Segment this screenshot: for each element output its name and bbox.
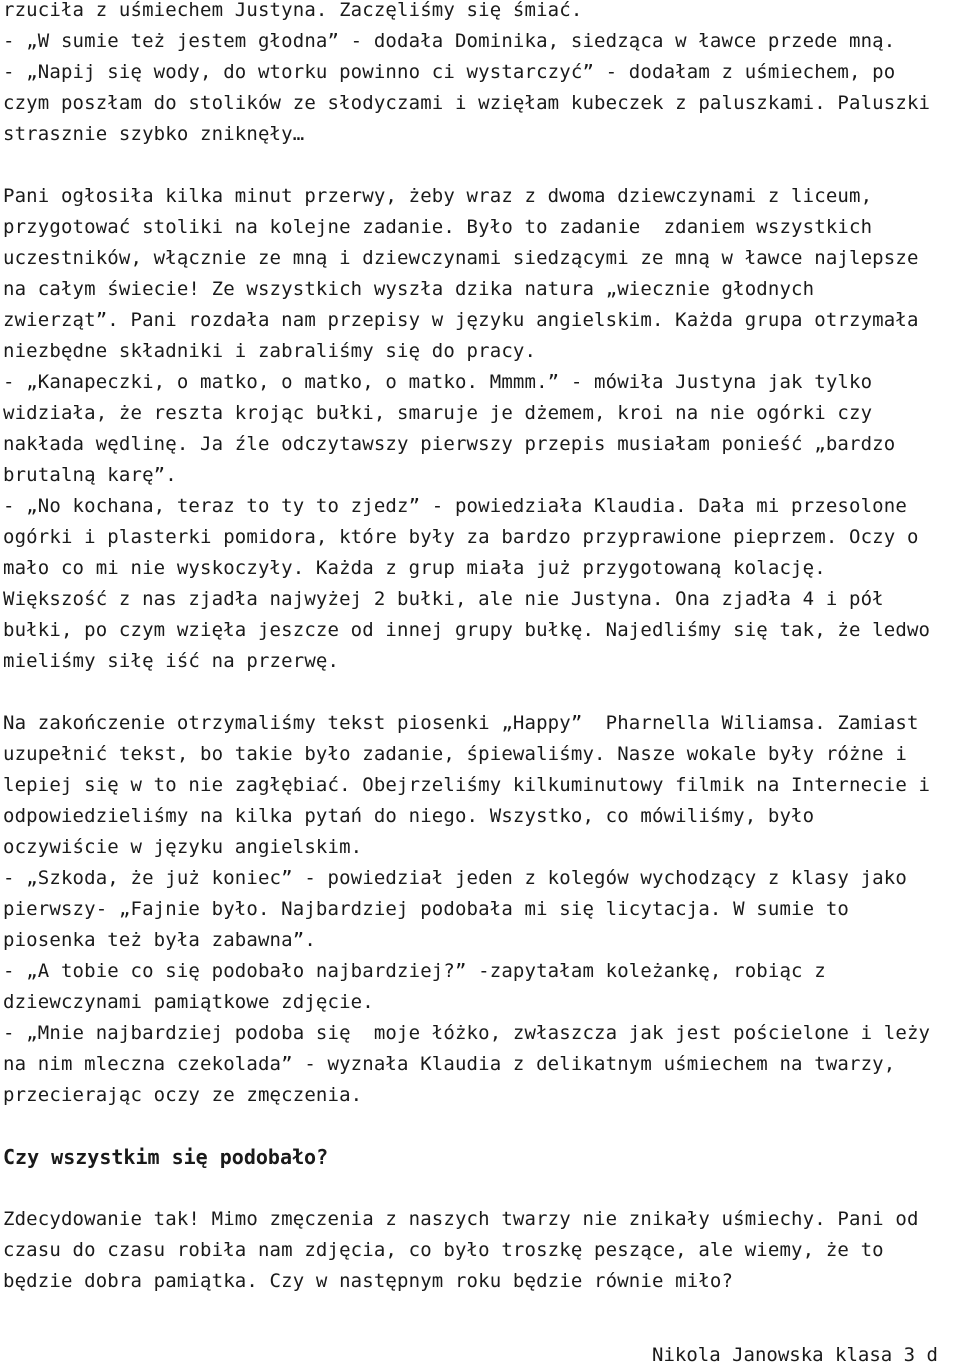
paragraph-block-3 xyxy=(3,708,960,1111)
paragraph-block-2 xyxy=(3,181,960,677)
text-line: uczestników, włącznie ze mną i dziewczynami siedzącymi ze mną w ławce najlepsze xyxy=(3,247,919,269)
text-line: lepiej się w to nie zagłębiać. Obejrzeliśmy kilkuminutowy filmik na Internecie i xyxy=(3,774,931,796)
text-line: przygotować stoliki na kolejne zadanie. Było to zadanie zdaniem wszystkich xyxy=(3,216,873,238)
text-line: - „Szkoda, że już koniec” - powiedział jeden z kolegów wychodzący z klasy jako xyxy=(3,867,907,889)
paragraph-block-4 xyxy=(3,1204,960,1297)
text-line: - „A tobie co się podobało najbardziej?” -zapytałam koleżankę, robiąc z xyxy=(3,960,826,982)
text-line: widziała, że reszta krojąc bułki, smaruje je dżemem, kroi na nie ogórki czy xyxy=(3,402,873,424)
paragraph-spacer xyxy=(3,1173,960,1204)
text-line: na całym świecie! Ze wszystkich wyszła dzika natura „wiecznie głodnych xyxy=(3,278,815,300)
text-line: oczywiście w języku angielskim. xyxy=(3,836,363,858)
text-line: mieliśmy siłę iść na przerwę. xyxy=(3,650,340,672)
text-line: Na zakończenie otrzymaliśmy tekst piosenki „Happy” Pharnella Wiliamsa. Zamiast xyxy=(3,712,919,734)
text-line: piosenka też była zabawna”. xyxy=(3,929,316,951)
text-line: zwierząt”. Pani rozdała nam przepisy w języku angielskim. Każda grupa otrzymała xyxy=(3,309,919,331)
text-line: czasu do czasu robiła nam zdjęcia, co było troszkę peszące, ale wiemy, że to xyxy=(3,1239,884,1261)
text-line: będzie dobra pamiątka. Czy w następnym roku będzie równie miło? xyxy=(3,1270,734,1292)
text-line: Pani ogłosiła kilka minut przerwy, żeby wraz z dwoma dziewczynami z liceum, xyxy=(3,185,873,207)
text-line: - „W sumie też jestem głodna” - dodała Dominika, siedząca w ławce przede mną. xyxy=(3,30,896,52)
text-line: czym poszłam do stolików ze słodyczami i wzięłam kubeczek z paluszkami. Paluszki xyxy=(3,92,931,114)
text-line: Większość z nas zjadła najwyżej 2 bułki, ale nie Justyna. Ona zjadła 4 i pół xyxy=(3,588,884,610)
text-line: - „No kochana, teraz to ty to zjedz” - powiedziała Klaudia. Dała mi przesolone xyxy=(3,495,907,517)
paragraph-spacer xyxy=(3,150,960,181)
text-line: pierwszy- „Fajnie było. Najbardziej podobała mi się licytacja. W sumie to xyxy=(3,898,849,920)
text-line: ogórki i plasterki pomidora, które były za bardzo przyprawione pieprzem. Oczy o xyxy=(3,526,919,548)
author-signature: Nikola Janowska klasa 3 d xyxy=(652,1344,938,1366)
text-line: na nim mleczna czekolada” - wyznała Klaudia z delikatnym uśmiechem na twarzy, xyxy=(3,1053,896,1075)
text-line: niezbędne składniki i zabraliśmy się do pracy. xyxy=(3,340,537,362)
document-page xyxy=(3,0,960,1297)
text-line: - „Napij się wody, do wtorku powinno ci wystarczyć” - dodałam z uśmiechem, po xyxy=(3,61,896,83)
text-line: uzupełnić tekst, bo takie było zadanie, śpiewaliśmy. Nasze wokale były różne i xyxy=(3,743,907,765)
text-line: bułki, po czym wzięła jeszcze od innej grupy bułkę. Najedliśmy się tak, że ledwo xyxy=(3,619,931,641)
text-line: dziewczynami pamiątkowe zdjęcie. xyxy=(3,991,374,1013)
text-line: rzuciła z uśmiechem Justyna. Zaczęliśmy się śmiać. xyxy=(3,0,583,21)
text-line: mało co mi nie wyskoczyły. Każda z grup miała już przygotowaną kolację. xyxy=(3,557,826,579)
text-line: brutalną karę”. xyxy=(3,464,177,486)
text-line: - „Mnie najbardziej podoba się moje łóżko, zwłaszcza jak jest pościelone i leży xyxy=(3,1022,931,1044)
text-line: - „Kanapeczki, o matko, o matko, o matko. Mmmm.” - mówiła Justyna jak tylko xyxy=(3,371,873,393)
paragraph-spacer xyxy=(3,1111,960,1142)
paragraph-block-1 xyxy=(3,0,960,150)
text-line: przecierając oczy ze zmęczenia. xyxy=(3,1084,363,1106)
text-line: odpowiedzieliśmy na kilka pytań do niego. Wszystko, co mówiliśmy, było xyxy=(3,805,815,827)
text-line: nakłada wędlinę. Ja źle odczytawszy pierwszy przepis musiałam ponieść „bardzo xyxy=(3,433,896,455)
text-line: strasznie szybko zniknęły… xyxy=(3,123,305,145)
paragraph-spacer xyxy=(3,677,960,708)
text-line: Zdecydowanie tak! Mimo zmęczenia z naszych twarzy nie znikały uśmiechy. Pani od xyxy=(3,1208,919,1230)
section-heading: Czy wszystkim się podobało? xyxy=(3,1145,329,1169)
